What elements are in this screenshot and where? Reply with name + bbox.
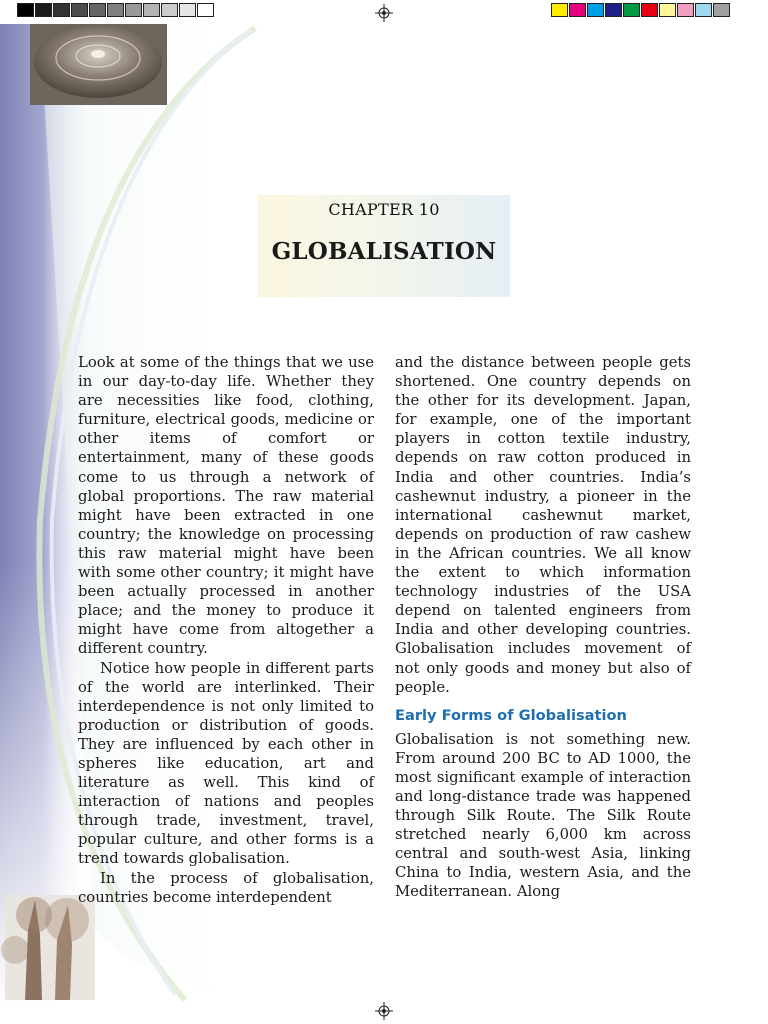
registration-mark-icon xyxy=(375,1002,393,1020)
dome-photo xyxy=(30,24,167,105)
paragraph: Globalisation is not something new. From around 200 BC to AD 1000, the most significant example of interaction and long-distance trade was happened through Silk Route. The Silk Route stretched nearly 6,000 km across central and south-west Asia, linking China to India, western Asia, and the Mediterranean. Along xyxy=(395,730,691,901)
paragraph: Look at some of the things that we use in our day-to-day life. Whether they are necessities like food, clothing, furniture, electrical goods, medicine or other items of comfort or entertainment, many of these goods come to us through a network of global proportions. The raw material might have been extracted in one country; the knowledge on processing this raw material might have been with some other country; it might have been actually processed in another place; and the money to produce it might have come from altogether a different country. xyxy=(78,354,374,658)
color-bar xyxy=(551,3,731,17)
paragraph: Notice how people in different parts of the world are interlinked. Their interdependence is not only limited to production or distribution of goods. They are influenced by each other in spheres like education, art and literature as well. This kind of interaction of nations and peoples through trade, investment, travel, popular culture, and other forms is a trend towards globalisation. xyxy=(78,659,374,868)
paragraph: and the distance between people gets shortened. One country depends on the other for its development. Japan, for example, one of the important players in cotton textile industry, depends on raw cotton produced in India and other countries. India’s cashewnut industry, a pioneer in the international cashewnut market, depends on production of raw cashew in the African countries. We all know the extent to which information technology industries of the USA depend on talented engineers from India and other developing countries. Globalisation includes movement of not only goods and money but also of people. xyxy=(395,354,691,696)
registration-mark-icon xyxy=(375,4,393,22)
right-column xyxy=(395,353,691,902)
chapter-label: CHAPTER 10 xyxy=(328,200,440,219)
paragraph: In the process of globalisation, countries become interdependent xyxy=(78,869,374,906)
trees-photo xyxy=(1,895,95,1000)
left-column xyxy=(78,353,374,907)
grayscale-bar xyxy=(17,3,215,17)
section-heading: Early Forms of Globalisation xyxy=(395,706,627,724)
chapter-title: GLOBALISATION xyxy=(271,238,497,265)
